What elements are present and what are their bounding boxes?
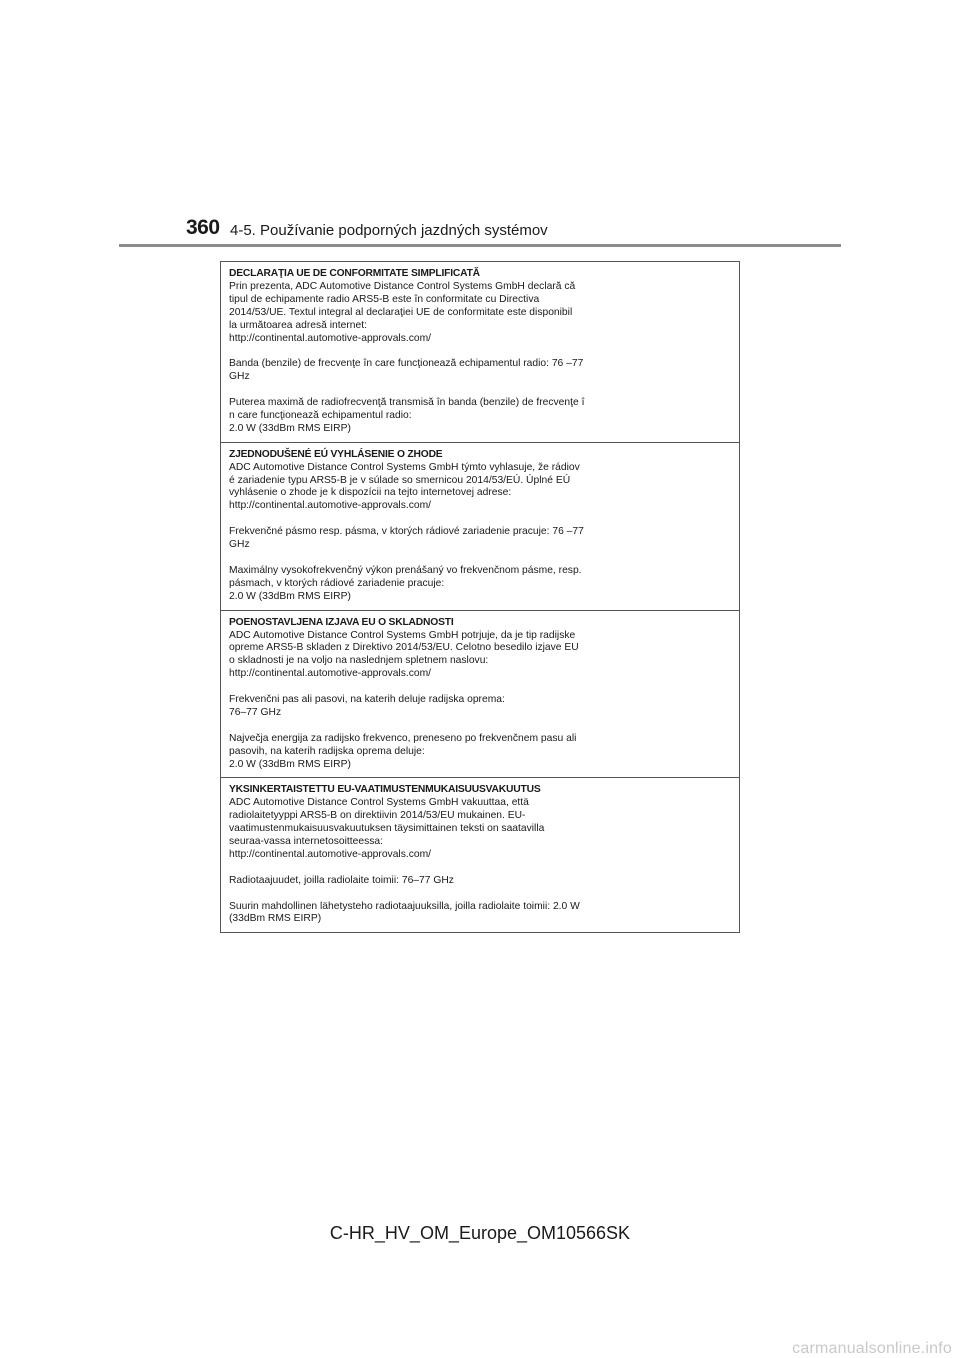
text-line: 2014/53/UE. Textul integral al declaraţiei UE de conformitate este disponibil — [229, 306, 573, 318]
declaration-block-finnish — [221, 778, 739, 932]
text-line: pásmach, v ktorých rádiové zariadenie pracuje: — [229, 577, 445, 589]
text-line: ADC Automotive Distance Control Systems GmbH týmto vyhlasuje, že rádiov — [229, 461, 580, 473]
text-line: http://continental.automotive-approvals.com/ — [229, 332, 432, 344]
declaration-paragraph — [229, 397, 731, 436]
declaration-heading: POENOSTAVLJENA IZJAVA EU O SKLADNOSTI — [229, 616, 454, 628]
declaration-block-romanian — [221, 262, 739, 443]
text-line: (33dBm RMS EIRP) — [229, 913, 322, 925]
declaration-paragraph — [229, 875, 731, 888]
text-line: vyhlásenie o zhode je k dispozícii na tejto internetovej adrese: — [229, 487, 512, 499]
declaration-paragraph — [229, 565, 731, 604]
declarations-box — [220, 261, 740, 933]
text-line: Frekvenčni pas ali pasovi, na katerih deluje radijska oprema: — [229, 694, 505, 706]
text-line: GHz — [229, 371, 250, 383]
text-line: Prin prezenta, ADC Automotive Distance Control Systems GmbH declară că — [229, 280, 576, 292]
declaration-block-slovenian — [221, 611, 739, 779]
declaration-heading: YKSINKERTAISTETTU EU-VAATIMUSTENMUKAISUUSVAKUUTUS — [229, 784, 541, 796]
text-line: tipul de echipamente radio ARS5-B este în conformitate cu Directiva — [229, 293, 540, 305]
text-line: é zariadenie typu ARS5-B je v súlade so smernicou 2014/53/EÚ. Úplné EÚ — [229, 474, 571, 486]
text-line: Puterea maximă de radiofrecvenţă transmisă în banda (benzile) de frecvenţe î — [229, 397, 585, 409]
text-line: 2.0 W (33dBm RMS EIRP) — [229, 758, 351, 770]
text-line: seuraa-vassa internetosoitteessa: — [229, 836, 383, 848]
watermark: carmanualsonline.info — [792, 1340, 952, 1357]
declaration-paragraph — [229, 630, 731, 682]
text-line: Maximálny vysokofrekvenčný výkon prenášaný vo frekvenčnom pásme, resp. — [229, 564, 582, 576]
text-line: vaatimustenmukaisuusvakuutuksen täysimittainen teksti on saatavilla — [229, 823, 545, 835]
text-line: Frekvenčné pásmo resp. pásma, v ktorých rádiové zariadenie pracuje: 76 –77 — [229, 526, 584, 538]
text-line: 76–77 GHz — [229, 706, 282, 718]
text-line: GHz — [229, 539, 250, 551]
text-line: Radiotaajuudet, joilla radiolaite toimii: 76–77 GHz — [229, 874, 454, 886]
text-line: http://continental.automotive-approvals.com/ — [229, 668, 432, 680]
declaration-paragraph — [229, 462, 731, 514]
declaration-paragraph — [229, 358, 731, 384]
declaration-heading: DECLARAŢIA UE DE CONFORMITATE SIMPLIFICATĂ — [229, 268, 480, 279]
text-line: o skladnosti je na voljo na naslednjem spletnem naslovu: — [229, 655, 489, 667]
declaration-paragraph — [229, 797, 731, 862]
section-title: 4-5. Používanie podporných jazdných systémov — [230, 222, 548, 239]
declaration-paragraph — [229, 694, 731, 720]
text-line: 2.0 W (33dBm RMS EIRP) — [229, 422, 351, 434]
declaration-block-slovak — [221, 443, 739, 611]
text-line: radiolaitetyyppi ARS5-B on direktiivin 2014/53/EU mukainen. EU- — [229, 810, 526, 822]
page-number: 360 — [186, 216, 220, 239]
text-line: la următoarea adresă internet: — [229, 319, 367, 331]
declaration-paragraph — [229, 281, 731, 346]
text-line: opreme ARS5-B skladen z Direktivo 2014/53/EU. Celotno besedilo izjave EU — [229, 642, 579, 654]
header-divider — [119, 244, 841, 247]
text-line: Banda (benzile) de frecvenţe în care funcţionează echipamentul radio: 76 –77 — [229, 358, 584, 370]
text-line: ADC Automotive Distance Control Systems GmbH potrjuje, da je tip radijske — [229, 629, 576, 641]
declaration-paragraph — [229, 526, 731, 552]
text-line: pasovih, na katerih radijska oprema deluje: — [229, 745, 425, 757]
declaration-heading: ZJEDNODUŠENÉ EÚ VYHLÁSENIE O ZHODE — [229, 448, 443, 460]
footer-document-id: C-HR_HV_OM_Europe_OM10566SK — [329, 1223, 631, 1243]
declaration-paragraph — [229, 733, 731, 772]
text-line: Suurin mahdollinen lähetysteho radiotaajuuksilla, joilla radiolaite toimii: 2.0 W — [229, 900, 580, 912]
text-line: n care funcţionează echipamentul radio: — [229, 409, 412, 421]
text-line: ADC Automotive Distance Control Systems GmbH vakuuttaa, että — [229, 797, 529, 809]
text-line: 2.0 W (33dBm RMS EIRP) — [229, 590, 351, 602]
text-line: Največja energija za radijsko frekvenco, preneseno po frekvenčnem pasu ali — [229, 732, 577, 744]
declaration-paragraph — [229, 901, 731, 927]
text-line: http://continental.automotive-approvals.com/ — [229, 500, 432, 512]
text-line: http://continental.automotive-approvals.com/ — [229, 848, 432, 860]
